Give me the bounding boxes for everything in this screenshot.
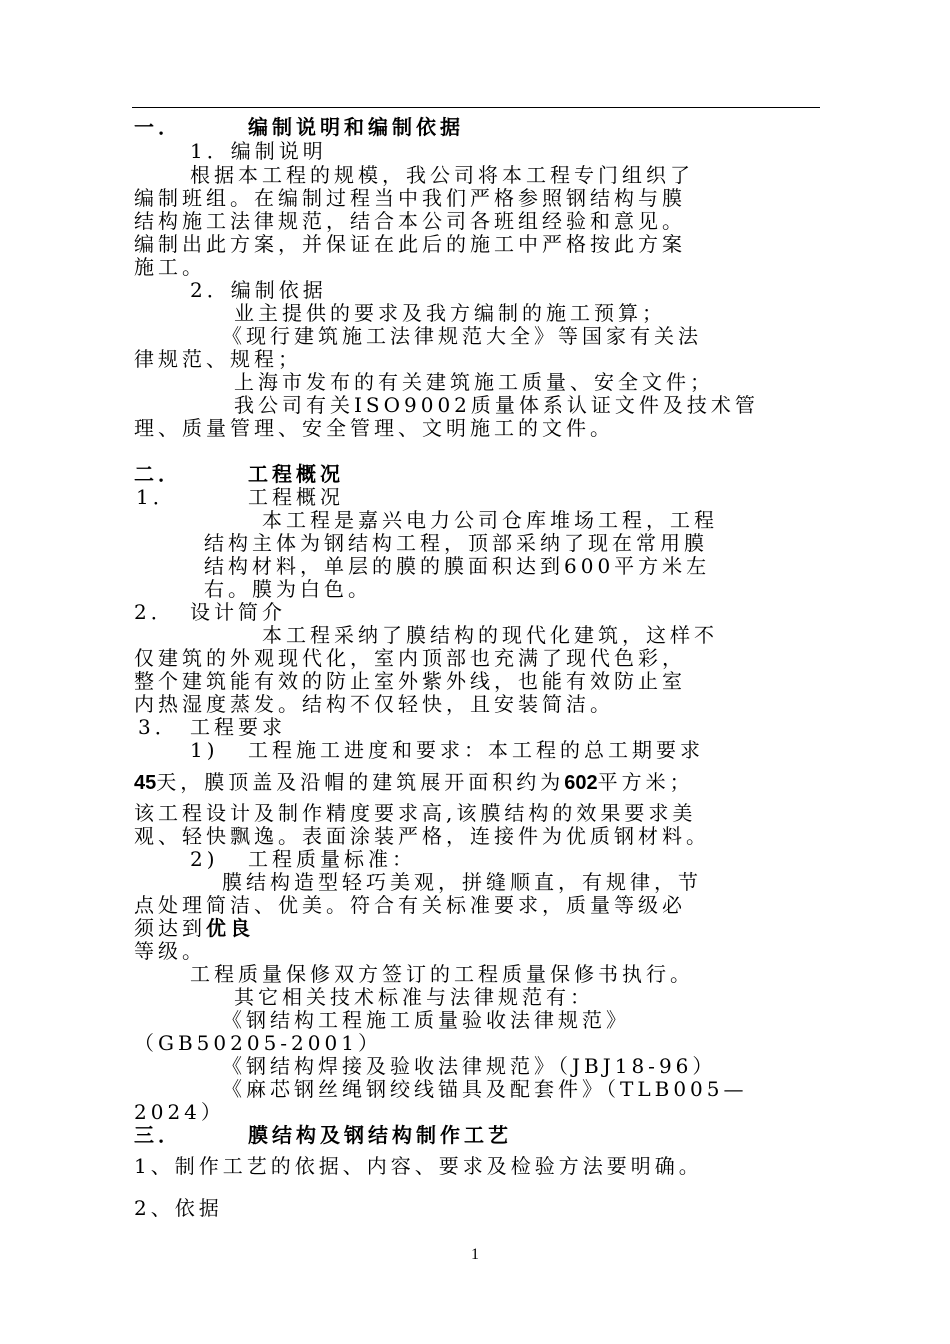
paragraph-line: 该工程设计及制作精度要求高,该膜结构的效果要求美 [134,801,697,825]
paragraph-line: 本工程是嘉兴电力公司仓库堆场工程，工程 [262,508,718,532]
standard-item: 《钢结构工程施工质量验收法律规范》 [222,1008,630,1032]
standard-item: 《钢结构焊接及验收法律规范》（JBJ18-96） [222,1054,717,1078]
paragraph-line: 整个建筑能有效的防止室外紫外线，也能有效防止室 [134,669,686,693]
paragraph-line: 膜结构造型轻巧美观，拼缝顺直，有规律，节 [222,870,702,894]
requirement-text: 须达到 [134,916,206,940]
subsection-title: 设计简介 [190,600,286,624]
paragraph-line: 根据本工程的规模，我公司将本工程专门组织了 [190,163,694,187]
basis-line: 业主提供的要求及我方编制的施工预算； [234,301,666,325]
basis-line: 我公司有关ISO9002质量体系认证文件及技术管 [234,393,759,417]
paragraph-line: 施工。 [134,255,206,279]
subsection-number: 1． [136,485,177,509]
basis-line: 理、质量管理、安全管理、文明施工的文件。 [134,416,614,440]
standard-item: 《麻芯钢丝绳钢绞线锚具及配套件》（TLB005— [222,1077,748,1101]
requirement-text: 工程施工进度和要求：本工程的总工期要求 [248,738,704,762]
list-item: 2、依据 [134,1196,223,1220]
paragraph-line: 仅建筑的外观现代化，室内顶部也充满了现代色彩， [134,646,686,670]
subsection-number: 3． [138,715,179,739]
section-1-number: 一． [134,115,182,139]
duration-days: 45 [134,772,157,794]
list-item: 1、制作工艺的依据、内容、要求及检验方法要明确。 [134,1154,703,1178]
area-value: 602 [564,772,598,794]
requirement-continuation [134,770,694,795]
standard-code: （GB50205-2001） [134,1031,382,1055]
subsection-title: 工程要求 [190,715,286,739]
section-2-number: 二． [134,462,182,486]
paragraph-line: 右。膜为白色。 [204,577,372,601]
basis-line: 律规范、规程； [134,347,302,371]
paragraph-line: 内热湿度蒸发。结构不仅轻快，且安装简洁。 [134,692,614,716]
quality-grade: 优良 [206,916,254,940]
paragraph-line [134,916,254,940]
standard-code: 2024） [134,1100,225,1124]
section-1-title: 编制说明和编制依据 [248,115,464,139]
section-2-title: 工程概况 [248,462,344,486]
section-3-title: 膜结构及钢结构制作工艺 [248,1123,512,1147]
section-3-number: 三． [134,1123,182,1147]
requirement-number: 2) [190,847,219,871]
subheading-compile-notes: 1．编制说明 [190,139,327,163]
basis-line: 上海市发布的有关建筑施工质量、安全文件； [234,370,714,394]
header-rule [132,107,820,108]
subsection-title: 工程概况 [248,485,344,509]
paragraph-line: 结构施工法律规范，结合本公司各班组经验和意见。 [134,209,686,233]
paragraph-line: 结构材料，单层的膜的膜面积达到600平方米左 [204,554,711,578]
paragraph-line: 结构主体为钢结构工程，顶部采纳了现在常用膜 [204,531,708,555]
requirement-text: 天，膜顶盖及沿帽的建筑展开面积约为 [156,770,565,794]
paragraph-line: 编制出此方案，并保证在此后的施工中严格按此方案 [134,232,686,256]
standards-intro: 其它相关技术标准与法律规范有： [234,985,594,1009]
requirement-text: 平方米； [597,770,694,794]
paragraph-line: 本工程采纳了膜结构的现代化建筑，这样不 [262,623,718,647]
warranty-line: 工程质量保修双方签订的工程质量保修书执行。 [190,962,694,986]
paragraph-line: 编制班组。在编制过程当中我们严格参照钢结构与膜 [134,186,686,210]
requirement-number: 1) [190,738,219,762]
subheading-compile-basis: 2．编制依据 [190,278,327,302]
paragraph-line: 观、轻快飘逸。表面涂装严格，连接件为优质钢材料。 [134,824,710,848]
paragraph-line: 点处理简洁、优美。符合有关标准要求，质量等级必 [134,893,686,917]
requirement-text: 工程质量标准： [248,847,416,871]
page-number: 1 [471,1246,479,1263]
subsection-number: 2． [134,600,175,624]
paragraph-line: 等级。 [134,939,206,963]
basis-line: 《现行建筑施工法律规范大全》等国家有关法 [222,324,702,348]
